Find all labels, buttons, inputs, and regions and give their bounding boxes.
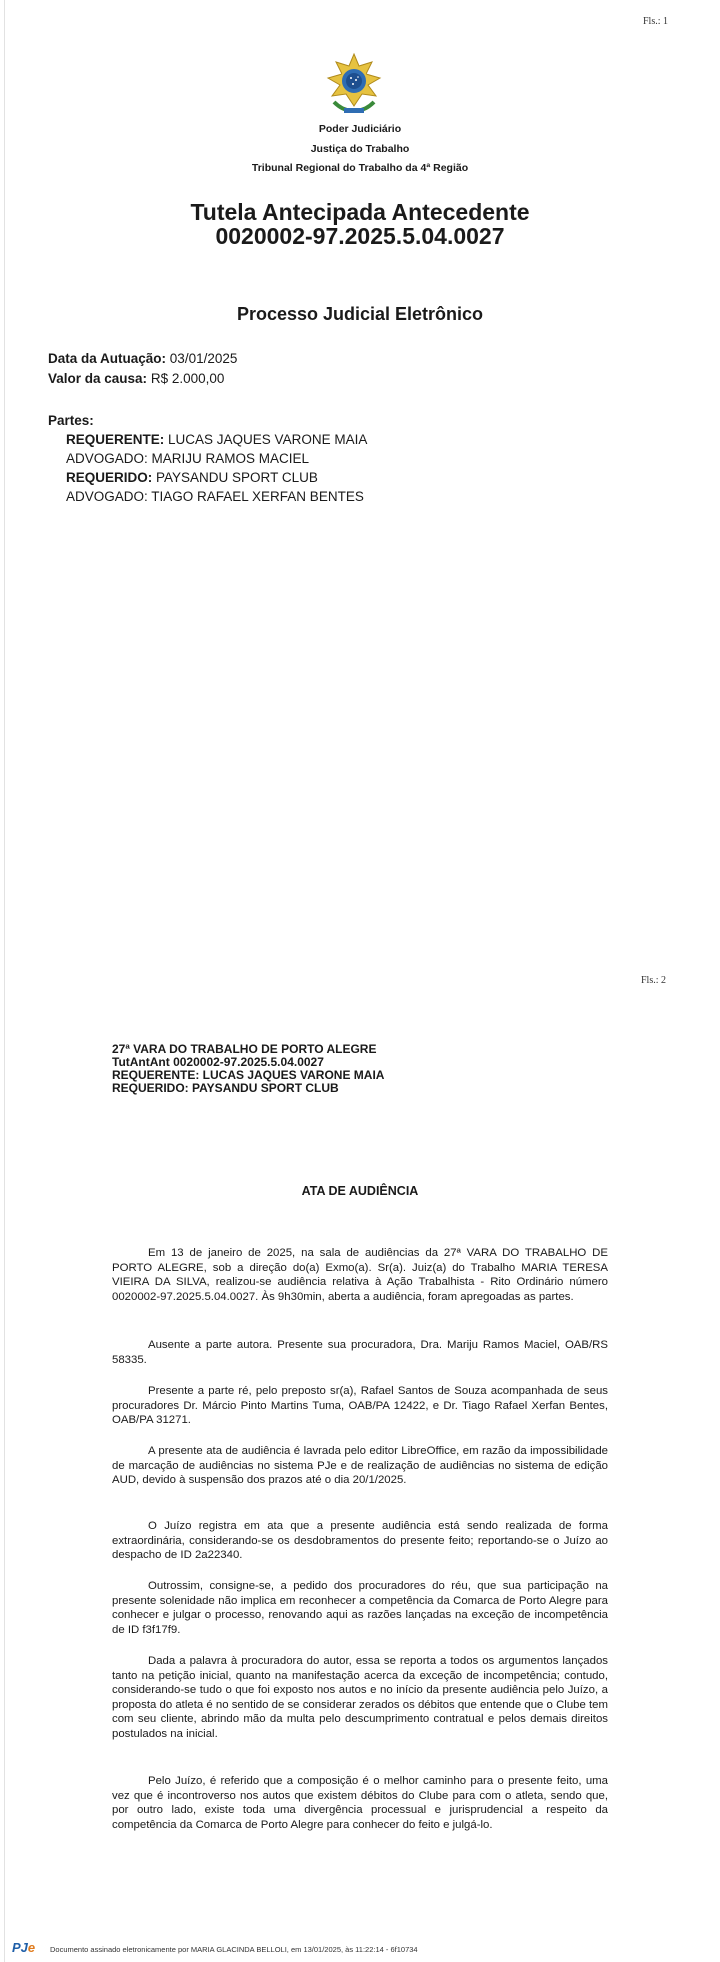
folio-number: Fls.: 2 <box>641 975 667 986</box>
paragraph-text: Pelo Juízo, é referido que a composição é o melhor caminho para o presente feito, uma vez que é incontroverso nos autos que existem débitos do Clube para com o atleta, sendo que, por outro lado, existe toda uma divergência processual e jurisprudencial a respeito da competência da Comarca de Porto Alegre para conhecer do feito e julgá-lo. <box>112 1775 608 1831</box>
autuacao-label: Data da Autuação: <box>48 351 167 366</box>
paragraph-text: A presente ata de audiência é lavrada pelo editor LibreOffice, em razão da impossibilidade de marcação de audiências no sistema PJe e de realização de audiências no sistema de edição AUD, devido à suspensão dos prazos até o dia 20/1/2025. <box>112 1445 608 1487</box>
paragraph-text: Ausente a parte autora. Presente sua procuradora, Dra. Mariju Ramos Maciel, OAB/RS 58335. <box>112 1339 608 1366</box>
institution-line-1: Poder Judiciário <box>318 123 402 135</box>
brasao-da-republica-icon <box>322 52 386 118</box>
paragraph <box>112 1338 608 1367</box>
party-name: LUCAS JAQUES VARONE MAIA <box>168 432 368 447</box>
paragraph <box>112 1654 608 1742</box>
autuacao-row <box>48 351 237 366</box>
caption-requerente: REQUERENTE: LUCAS JAQUES VARONE MAIA <box>112 1068 385 1082</box>
folio-number: Fls.: 1 <box>643 16 669 27</box>
party-requerente <box>66 432 367 447</box>
valor-row <box>48 371 224 386</box>
party-name: ADVOGADO: MARIJU RAMOS MACIEL <box>66 451 310 466</box>
process-number: 0020002-97.2025.5.04.0027 <box>215 223 505 249</box>
caption-requerido: REQUERIDO: PAYSANDU SPORT CLUB <box>112 1081 339 1095</box>
party-advogado-reu <box>66 489 364 504</box>
document-page-1 <box>0 0 720 955</box>
document-subtitle: Processo Judicial Eletrônico <box>236 304 484 324</box>
paragraph-text: Outrossim, consigne-se, a pedido dos procuradores do réu, que sua participação na presente solenidade não implica em reconhecer a competência da Comarca de Porto Alegre para conhecer e julgar o processo, renovando aqui as razões lançadas na exceção de incompetência de ID f3f17f9. <box>112 1580 608 1636</box>
paragraph-text: Presente a parte ré, pelo preposto sr(a), Rafael Santos de Souza acompanhada de seus procuradores Dr. Márcio Pinto Martins Tuma, OAB/PA 12422, e Dr. Tiago Rafael Xerfan Bentes, OAB/PA 31271. <box>112 1385 608 1427</box>
paragraph <box>112 1444 608 1488</box>
paragraph-text: O Juízo registra em ata que a presente audiência está sendo realizada de forma extraordinária, considerando-se os desdobramentos do presente feito; reportando-se o Juízo ao despacho de ID 2a22340. <box>112 1520 608 1562</box>
caption-vara: 27ª VARA DO TRABALHO DE PORTO ALEGRE <box>112 1042 377 1056</box>
party-label: REQUERIDO: <box>66 470 153 485</box>
signature-footer: Documento assinado eletronicamente por MARIA GLACINDA BELLOLI, em 13/01/2025, às 11:22:14 - 6f10734 <box>50 1945 418 1954</box>
institution-line-2: Justiça do Trabalho <box>310 143 410 155</box>
page-edge <box>4 955 5 1962</box>
party-label: REQUERENTE: <box>66 432 165 447</box>
paragraph <box>112 1384 608 1428</box>
party-advogado-autor <box>66 451 309 466</box>
institution-line-3: Tribunal Regional do Trabalho da 4ª Região <box>251 162 469 174</box>
paragraph <box>112 1246 608 1304</box>
caption-process: TutAntAnt 0020002-97.2025.5.04.0027 <box>112 1055 324 1069</box>
paragraph <box>112 1519 608 1563</box>
pje-logo: PJe <box>12 1940 36 1955</box>
ata-title: ATA DE AUDIÊNCIA <box>301 1184 419 1198</box>
valor-label: Valor da causa: <box>48 371 148 386</box>
valor-value: R$ 2.000,00 <box>150 371 225 386</box>
autuacao-value: 03/01/2025 <box>169 351 238 366</box>
document-title: Tutela Antecipada Antecedente <box>190 199 530 225</box>
paragraph <box>112 1579 608 1637</box>
partes-label: Partes: <box>48 413 94 428</box>
party-name: PAYSANDU SPORT CLUB <box>156 470 318 485</box>
party-requerido <box>66 470 318 485</box>
document-page-2 <box>0 955 720 1962</box>
party-name: ADVOGADO: TIAGO RAFAEL XERFAN BENTES <box>66 489 364 504</box>
paragraph-text: Em 13 de janeiro de 2025, na sala de audiências da 27ª VARA DO TRABALHO DE PORTO ALEGRE, sob a direção do(a) Exmo(a). Sr(a). Juiz(a) do Trabalho MARIA TERESA VIEIRA DA SILVA, realizou-se audiência relativa à Ação Trabalhista - Rito Ordinário número 0020002-97.2025.5.04.0027. Às 9h30min, aberta a audiência, foram apregoadas as partes. <box>112 1247 608 1303</box>
paragraph-text: Dada a palavra à procuradora do autor, essa se reporta a todos os argumentos lançados tanto na petição inicial, quanto na manifestação acerca da exceção de incompetência; contudo, considerando-se tudo o que foi exposto nos autos e no início da presente audiência pelo Juízo, a proposta do atleta é no sentido de se considerar zerados os débitos que entende que o Clube tem com seu cliente, abrindo mão da multa pelo descumprimento contratual e pelos demais direitos postulados na inicial. <box>112 1655 608 1740</box>
paragraph <box>112 1774 608 1832</box>
